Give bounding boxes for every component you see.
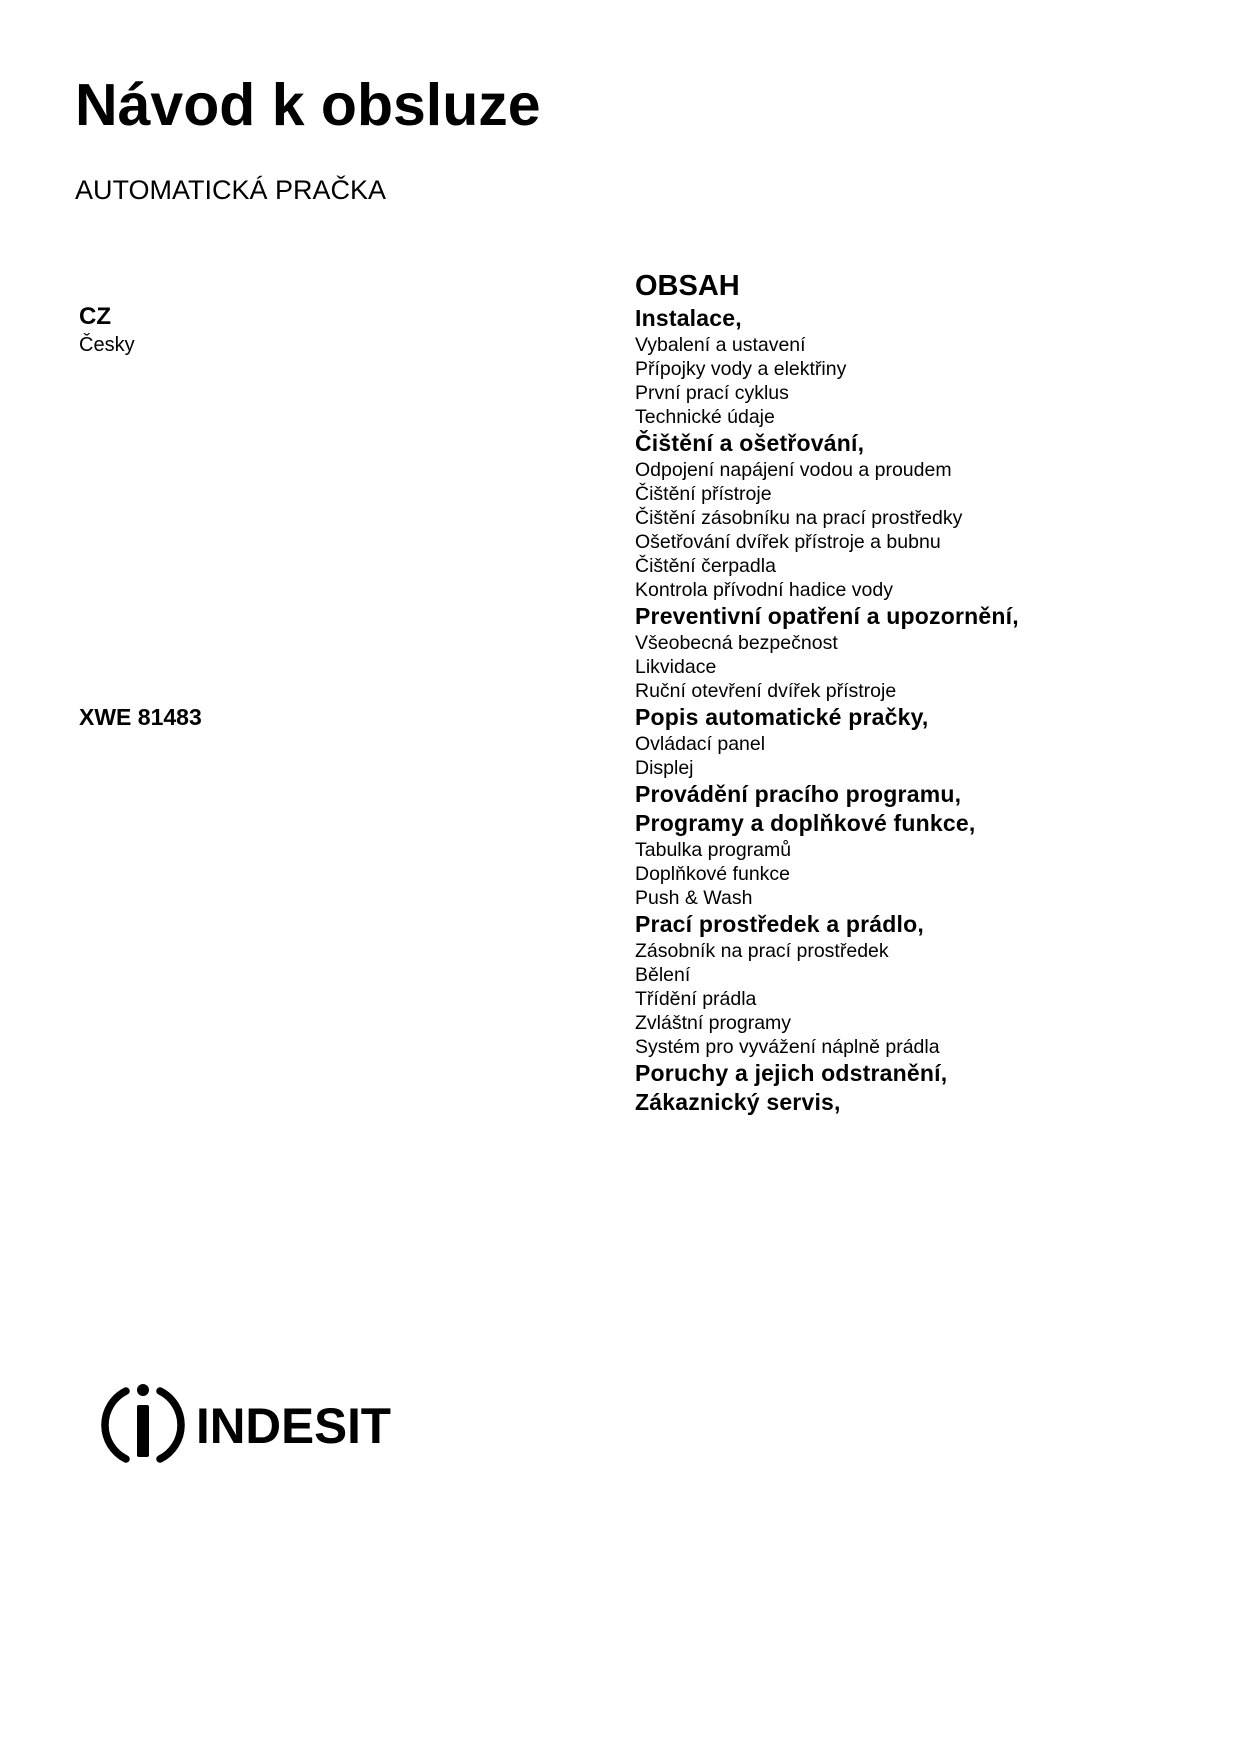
toc-section-title: Popis automatické pračky,: [635, 704, 929, 730]
model-number: XWE 81483: [79, 704, 202, 730]
toc-item: Ošetřování dvířek přístroje a bubnu: [635, 531, 941, 553]
toc-list: [635, 304, 1215, 1117]
language-code: CZ: [79, 303, 111, 330]
document-title: Návod k obsluze: [75, 72, 541, 138]
toc-item: Třídění prádla: [635, 988, 757, 1010]
document-subtitle: AUTOMATICKÁ PRAČKA: [75, 175, 387, 205]
toc-section-title: Čištění a ošetřování,: [635, 430, 865, 456]
toc-item: Ovládací panel: [635, 733, 766, 755]
toc-item: První prací cyklus: [635, 382, 789, 404]
toc-section-title: Instalace,: [635, 305, 742, 331]
toc-item: Čištění zásobníku na prací prostředky: [635, 507, 963, 529]
toc-section-title: Zákaznický servis,: [635, 1089, 841, 1115]
toc-heading: OBSAH: [635, 270, 740, 302]
indesit-logo: [96, 1377, 396, 1473]
toc-section-title: Programy a doplňkové funkce,: [635, 810, 976, 836]
toc-item: Čištění čerpadla: [635, 555, 776, 577]
toc-item: Kontrola přívodní hadice vody: [635, 579, 893, 601]
toc-item: Technické údaje: [635, 406, 775, 428]
toc-section-title: Prací prostředek a prádlo,: [635, 911, 924, 937]
toc-section-title: Preventivní opatření a upozornění,: [635, 603, 1019, 629]
toc-item: Likvidace: [635, 656, 717, 678]
toc-section-title: Poruchy a jejich odstranění,: [635, 1060, 948, 1086]
toc-item: Všeobecná bezpečnost: [635, 632, 838, 654]
toc-item: Přípojky vody a elektřiny: [635, 358, 847, 380]
toc-item: Push & Wash: [635, 887, 753, 909]
toc-item: Tabulka programů: [635, 839, 792, 861]
toc-item: Čištění přístroje: [635, 483, 772, 505]
toc-item: Zvláštní programy: [635, 1012, 792, 1034]
toc-item: Displej: [635, 757, 694, 779]
toc-item: Vybalení a ustavení: [635, 334, 806, 356]
toc-item: Odpojení napájení vodou a proudem: [635, 459, 952, 481]
table-of-contents: [635, 268, 1215, 1117]
language-name: Česky: [79, 334, 135, 356]
toc-section-title: Provádění pracího programu,: [635, 781, 962, 807]
toc-item: Ruční otevření dvířek přístroje: [635, 680, 897, 702]
toc-item: Zásobník na prací prostředek: [635, 940, 889, 962]
toc-item: Bělení: [635, 964, 691, 986]
logo-wordmark: INDESIT: [196, 1398, 391, 1454]
indesit-i-logo-icon: [96, 1377, 396, 1473]
toc-item: Systém pro vyvážení náplně prádla: [635, 1036, 940, 1058]
toc-item: Doplňkové funkce: [635, 863, 791, 885]
